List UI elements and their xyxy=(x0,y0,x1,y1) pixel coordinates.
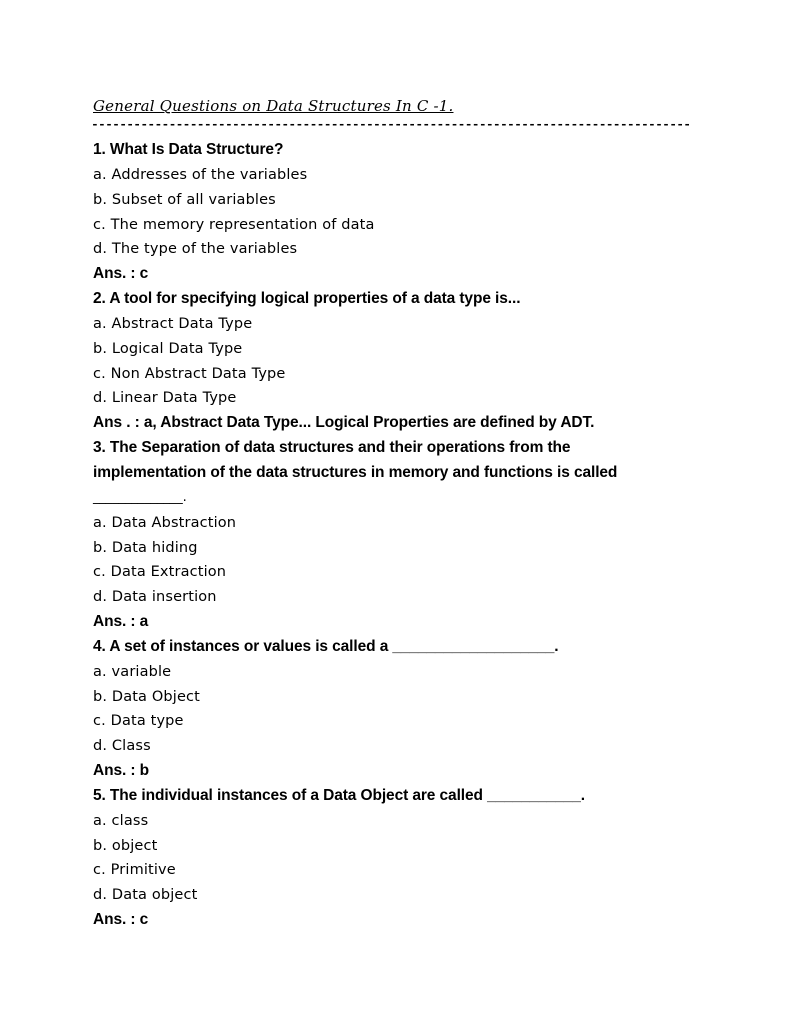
option-c: c. Data Extraction xyxy=(93,564,227,581)
question-block xyxy=(93,784,713,933)
option-d: d. Linear Data Type xyxy=(93,390,237,407)
option-b: b. object xyxy=(93,837,158,854)
question-blank: ______________. xyxy=(93,489,187,505)
answer-text: Ans. : a xyxy=(93,613,149,631)
document-title: General Questions on Data Structures In C -1. xyxy=(93,97,454,115)
question-text: 2. A tool for specifying logical properties of a data type is... xyxy=(93,290,521,308)
option-a: a. variable xyxy=(93,663,172,680)
answer-text: Ans. : b xyxy=(93,762,150,780)
option-d: d. The type of the variables xyxy=(93,241,298,258)
option-d: d. Data object xyxy=(93,887,198,904)
option-d: d. Class xyxy=(93,738,151,755)
question-list xyxy=(93,138,713,933)
question-text: 3. The Separation of data structures and their operations from the xyxy=(93,439,571,457)
option-c: c. The memory representation of data xyxy=(93,216,375,233)
question-block xyxy=(93,138,713,287)
option-c: c. Primitive xyxy=(93,862,176,879)
question-block xyxy=(93,436,713,635)
option-b: b. Data Object xyxy=(93,688,200,705)
question-text: 4. A set of instances or values is called a ___________________. xyxy=(93,637,559,655)
answer-text: Ans . : a, Abstract Data Type... Logical Properties are defined by ADT. xyxy=(93,414,595,432)
question-text-continued: implementation of the data structures in memory and functions is called xyxy=(93,463,618,481)
option-b: b. Logical Data Type xyxy=(93,340,243,357)
question-block xyxy=(93,287,713,436)
title-divider: ------------------------------------------------------------------------------------- xyxy=(91,117,691,132)
option-a: a. class xyxy=(93,812,149,829)
question-text: 1. What Is Data Structure? xyxy=(93,141,284,158)
option-a: a. Abstract Data Type xyxy=(93,315,253,332)
option-a: a. Data Abstraction xyxy=(93,514,237,531)
answer-text: Ans. : c xyxy=(93,911,149,929)
option-b: b. Data hiding xyxy=(93,539,198,556)
answer-text: Ans. : c xyxy=(93,265,149,283)
option-c: c. Data type xyxy=(93,713,184,730)
option-a: a. Addresses of the variables xyxy=(93,166,308,183)
option-c: c. Non Abstract Data Type xyxy=(93,365,286,382)
question-text: 5. The individual instances of a Data Object are called ___________. xyxy=(93,786,586,804)
option-d: d. Data insertion xyxy=(93,589,217,606)
question-block xyxy=(93,635,713,784)
option-b: b. Subset of all variables xyxy=(93,191,276,208)
